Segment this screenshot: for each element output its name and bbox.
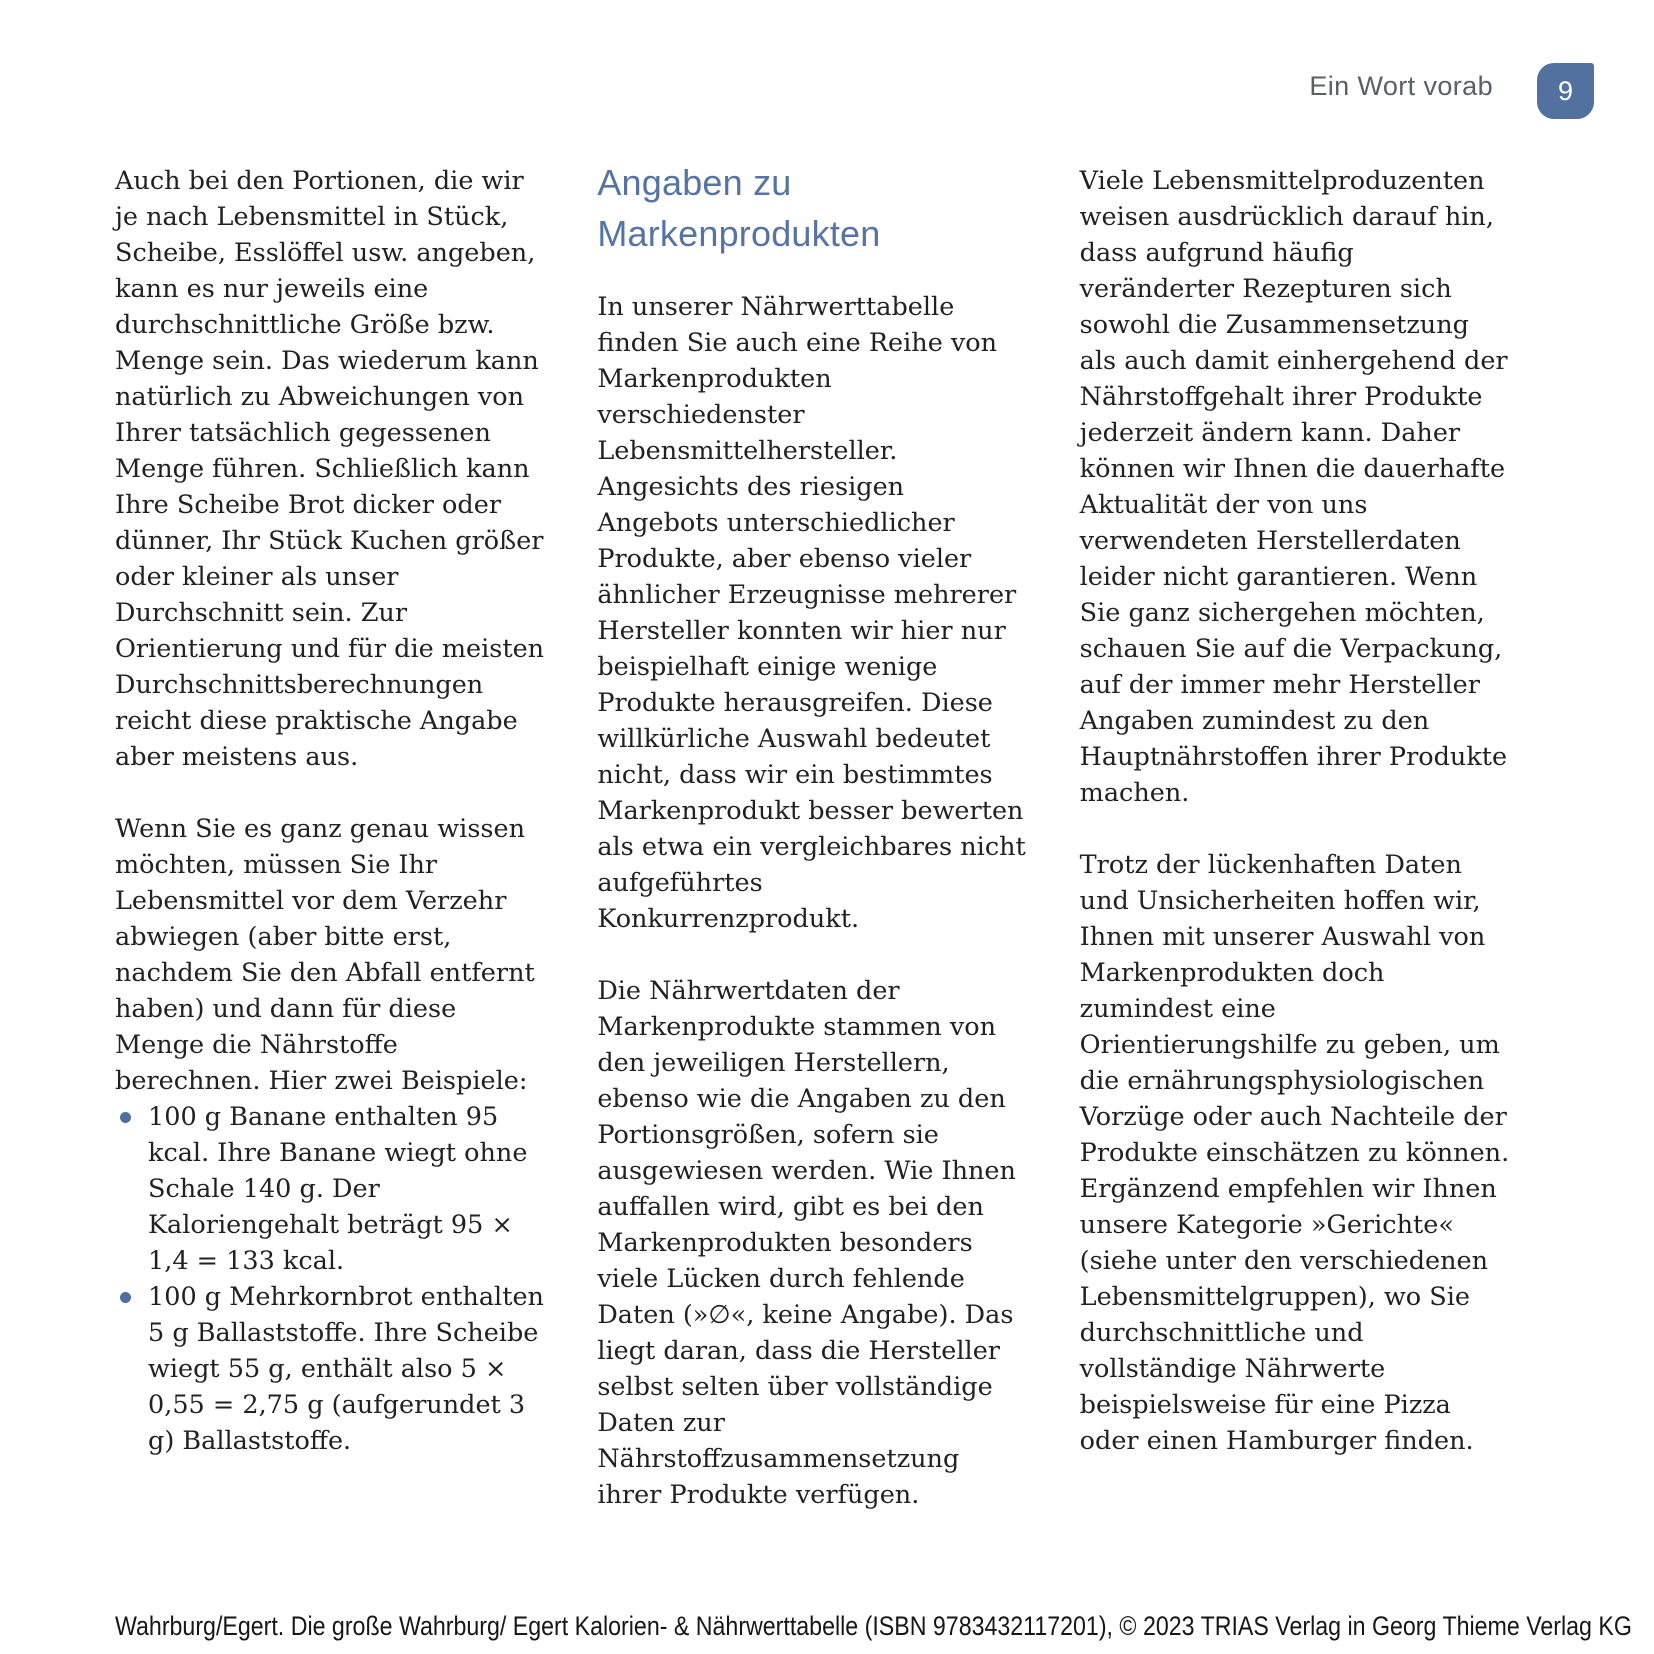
paragraph: Viele Lebensmittelproduzenten weisen ausdrücklich darauf hin, dass aufgrund häufig veränderter Rezepturen sich sowohl die Zusammensetzung als auch damit einhergehend der Nährstoffgehalt ihrer Produkte jederzeit ändern kann. Daher können wir Ihnen die dauerhafte Aktualität der von uns verwendeten Herstellerdaten leider nicht garantieren. Wenn Sie ganz sichergehen möchten, schauen Sie auf die Verpackung, auf der immer mehr Hersteller Angaben zumindest zu den Hauptnährstoffen ihrer Produkte machen. [1079,166,1508,808]
section-heading: Angaben zu Markenprodukten [597,162,881,254]
paragraph: Wenn Sie es ganz genau wissen möchten, müssen Sie Ihr Lebensmittel vor dem Verzehr abwiegen (aber bitte erst, nachdem Sie den Abfall entfernt haben) und dann für diese Menge die Nährstoffe berechnen. Hier zwei Beispiele: [115,814,535,1096]
running-header-title: Ein Wort vorab [1309,71,1493,101]
page-number: 9 [1557,75,1574,106]
bullet-item [115,1279,545,1459]
footer-citation: Wahrburg/Egert. Die große Wahrburg/ Egert Kalorien- & Nährwerttabelle (ISBN 9783432117201), © 2023 TRIAS Verlag in Georg Thieme Verlag KG [115,1611,1632,1641]
bullet-list [115,1099,545,1459]
bullet-item [115,1099,545,1279]
bullet-dot-icon [120,1292,131,1303]
bullet-dot-icon [120,1112,131,1123]
column-2 [597,163,1027,1549]
bullet-text: 100 g Mehrkornbrot enthalten 5 g Ballaststoffe. Ihre Scheibe wiegt 55 g, enthält also 5 × 0,55 = 2,75 g (aufgerundet 3 g) Ballaststoffe. [148,1282,544,1456]
paragraph: Die Nährwertdaten der Markenprodukte stammen von den jeweiligen Herstellern, ebenso wie die Angaben zu den Portionsgrößen, sofern sie ausgewiesen werden. Wie Ihnen auffallen wird, gibt es bei den Markenprodukten besonders viele Lücken durch fehlende Daten (»∅«, keine Angabe). Das liegt daran, dass die Hersteller selbst selten über vollständige Daten zur Nährstoffzusammensetzung ihrer Produkte verfügen. [597,976,1016,1510]
column-1 [115,163,545,1549]
bullet-text: 100 g Banane enthalten 95 kcal. Ihre Banane wiegt ohne Schale 140 g. Der Kaloriengehalt beträgt 95 × 1,4 = 133 kcal. [148,1102,528,1276]
content-columns [115,163,1510,1549]
column-3 [1080,163,1510,1549]
paragraph: Trotz der lückenhaften Daten und Unsicherheiten hoffen wir, Ihnen mit unserer Auswahl von Markenprodukten doch zumindest eine Orientierungshilfe zu geben, um die ernährungsphysiologischen Vorzüge oder auch Nachteile der Produkte einschätzen zu können. Ergänzend empfehlen wir Ihnen unsere Kategorie »Gerichte« (siehe unter den verschiedenen Lebensmittelgruppen), wo Sie durchschnittliche und vollständige Nährwerte beispielsweise für eine Pizza oder einen Hamburger finden. [1079,850,1510,1456]
page-number-badge [1537,63,1594,119]
paragraph: In unserer Nährwerttabelle finden Sie auch eine Reihe von Markenprodukten verschiedenster Lebensmittelhersteller. Angesichts des riesigen Angebots unterschiedlicher Produkte, aber ebenso vieler ähnlicher Erzeugnisse mehrerer Hersteller konnten wir hier nur beispielhaft einige wenige Produkte herausgreifen. Diese willkürliche Auswahl bedeutet nicht, dass wir ein bestimmtes Markenprodukt besser bewerten als etwa ein vergleichbares nicht aufgeführtes Konkurrenzprodukt. [597,292,1026,934]
paragraph: Auch bei den Portionen, die wir je nach Lebensmittel in Stück, Scheibe, Esslöffel usw. angeben, kann es nur jeweils eine durchschnittliche Größe bzw. Menge sein. Das wiederum kann natürlich zu Abweichungen von Ihrer tatsächlich gegessenen Menge führen. Schließlich kann Ihre Scheibe Brot dicker oder dünner, Ihr Stück Kuchen größer oder kleiner als unser Durchschnitt sein. Zur Orientierung und für die meisten Durchschnittsberechnungen reicht diese praktische Angabe aber meistens aus. [115,166,545,772]
page-footer [115,1611,1632,1642]
